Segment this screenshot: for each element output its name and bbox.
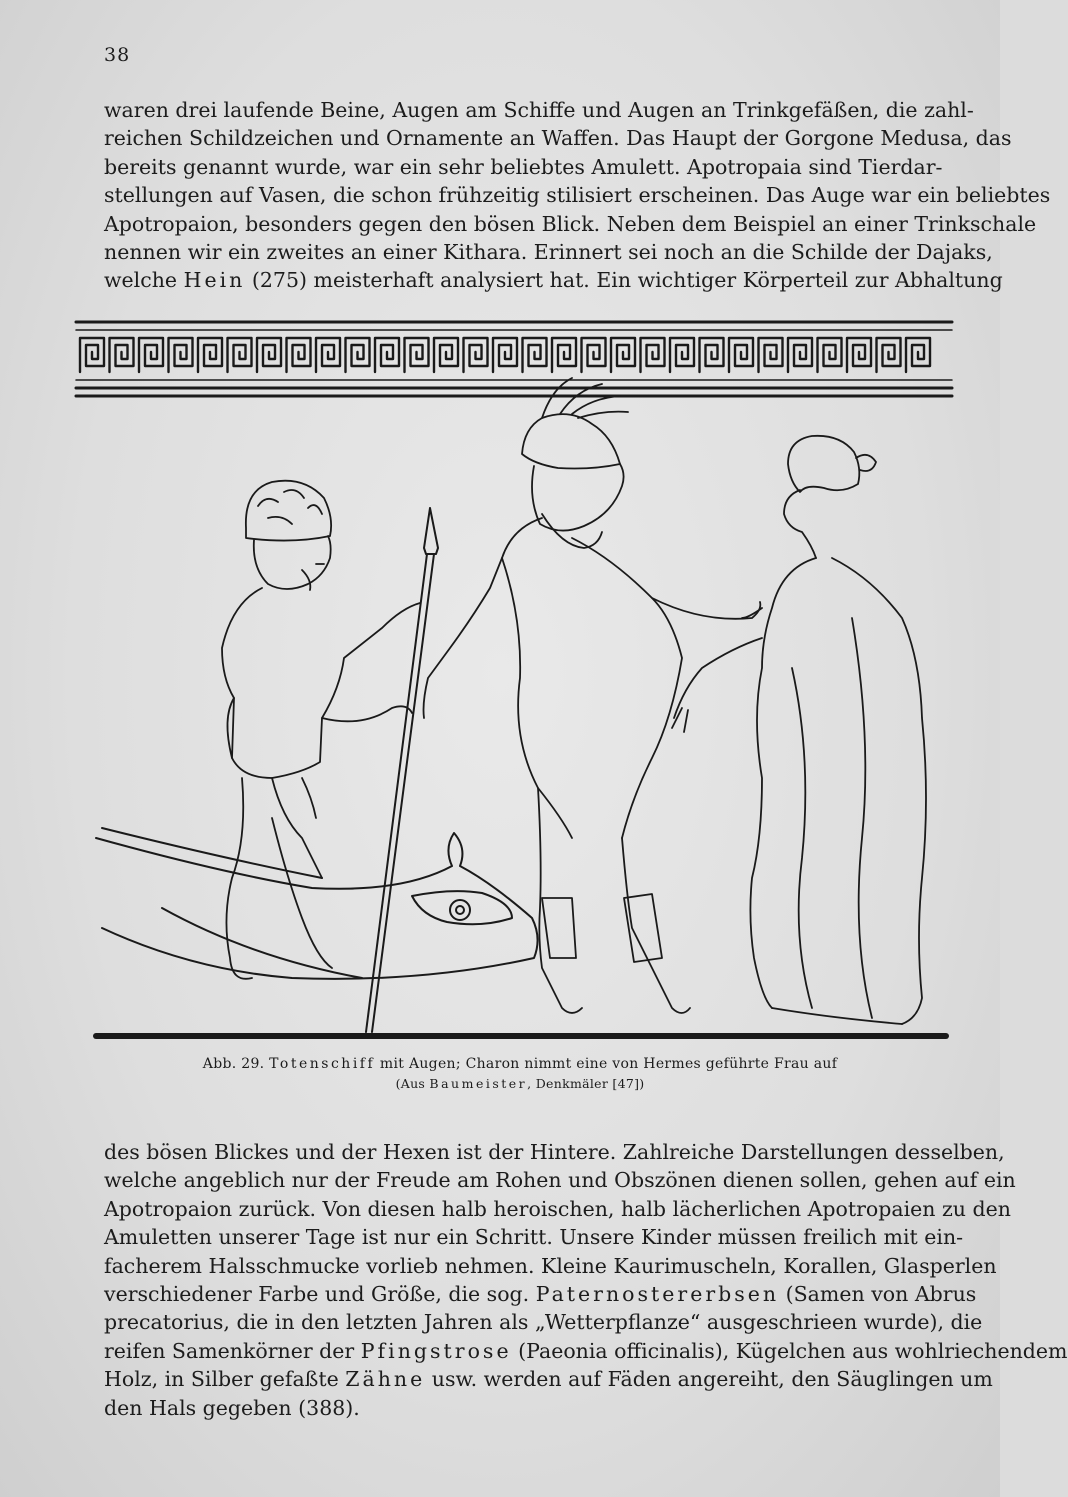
paragraph-line: Apotropaion zurück. Von diesen halb heroischen, halb lächerlichen Apotropaien zu den bbox=[104, 1196, 1011, 1221]
top-paragraph bbox=[104, 96, 1051, 295]
meander-unit bbox=[464, 338, 488, 372]
meander-unit bbox=[228, 338, 252, 372]
meander-unit bbox=[139, 338, 163, 372]
meander-unit bbox=[818, 338, 842, 372]
meander-unit bbox=[552, 338, 576, 372]
meander-unit bbox=[670, 338, 694, 372]
meander-unit bbox=[877, 338, 901, 372]
meander-unit bbox=[729, 338, 753, 372]
hermes-figure bbox=[424, 378, 761, 1013]
paragraph-line: nennen wir ein zweites an einer Kithara. Erinnert sei noch an die Schilde der Dajaks, bbox=[104, 240, 993, 265]
meander-unit bbox=[80, 338, 104, 372]
line-text: welche bbox=[104, 268, 184, 293]
meander-unit bbox=[405, 338, 429, 372]
term-pfingstrose: Pfingstrose bbox=[360, 1338, 512, 1363]
paragraph-line: bereits genannt wurde, war ein sehr beliebtes Amulett. Apotropaia sind Tierdar- bbox=[104, 154, 943, 179]
meander-unit bbox=[906, 338, 930, 372]
line-text: verschiedener Farbe und Größe, die sog. bbox=[104, 1282, 536, 1307]
meander-unit bbox=[847, 338, 871, 372]
line-text: (275) meisterhaft analysiert hat. Ein wichtiger Körperteil zur Abhaltung bbox=[245, 268, 1003, 293]
meander-unit bbox=[493, 338, 517, 372]
meander-unit bbox=[257, 338, 281, 372]
source-open: (Aus bbox=[395, 1076, 430, 1091]
figure-caption bbox=[100, 1054, 940, 1094]
meander-unit bbox=[700, 338, 724, 372]
term-zaehne: Zähne bbox=[345, 1367, 426, 1392]
charon-pole bbox=[366, 508, 438, 1032]
source-author: Baumeister bbox=[429, 1076, 528, 1091]
line-text: (Samen von Abrus bbox=[779, 1282, 977, 1307]
meander-unit bbox=[198, 338, 222, 372]
boat-hull bbox=[96, 828, 538, 979]
paragraph-line: reichen Schildzeichen und Ornamente an Waffen. Das Haupt der Gorgone Medusa, das bbox=[104, 126, 1012, 151]
source-rest: , Denkmäler [47]) bbox=[527, 1076, 645, 1091]
meander-unit bbox=[375, 338, 399, 372]
meander-unit bbox=[110, 338, 134, 372]
line-text: reifen Samenkörner der bbox=[104, 1338, 361, 1363]
paragraph-line: waren drei laufende Beine, Augen am Schiffe und Augen an Trinkgefäßen, die zahl- bbox=[104, 98, 974, 122]
paragraph-line: stellungen auf Vasen, die schon frühzeitig stilisiert erscheinen. Das Auge war ein beliebtes bbox=[104, 183, 1051, 208]
meander-unit bbox=[316, 338, 340, 372]
caption-text: mit Augen; Charon nimmt eine von Hermes geführte Frau auf bbox=[375, 1056, 838, 1072]
meander-unit bbox=[641, 338, 665, 372]
meander-unit bbox=[759, 338, 783, 372]
caption-source bbox=[100, 1074, 940, 1094]
paragraph-line: Apotropaion, besonders gegen den bösen Blick. Neben dem Beispiel an einer Trinkschale bbox=[104, 211, 1037, 236]
paragraph-line bbox=[104, 1337, 1068, 1365]
meander-unit bbox=[169, 338, 193, 372]
author-name-hein: Hein bbox=[183, 268, 246, 293]
paragraph-line: des bösen Blickes und der Hexen ist der Hintere. Zahlreiche Darstellungen desselben, bbox=[104, 1140, 1005, 1164]
meander-border bbox=[76, 322, 952, 396]
paragraph-line bbox=[104, 1280, 977, 1308]
paragraph-line: Amuletten unserer Tage ist nur ein Schritt. Unsere Kinder müssen freilich mit ein- bbox=[104, 1225, 964, 1250]
page-number: 38 bbox=[104, 44, 131, 66]
paragraph-line: den Hals gegeben (388). bbox=[104, 1395, 360, 1420]
figure-vase-painting bbox=[72, 318, 956, 1048]
meander-unit bbox=[582, 338, 606, 372]
meander-unit bbox=[287, 338, 311, 372]
caption-label: Abb. 29. bbox=[202, 1056, 265, 1072]
meander-unit bbox=[434, 338, 458, 372]
woman-figure bbox=[672, 436, 926, 1024]
paragraph-line: facherem Halsschmucke vorlieb nehmen. Kleine Kaurimuscheln, Korallen, Glasperlen bbox=[104, 1253, 997, 1278]
paragraph-line: precatorius, die in den letzten Jahren als „Wetterpflanze“ ausgeschrieen wurde), die bbox=[104, 1310, 983, 1335]
meander-unit bbox=[346, 338, 370, 372]
paragraph-line: welche angeblich nur der Freude am Rohen und Obszönen dienen sollen, gehen auf ein bbox=[104, 1168, 1016, 1193]
term-paternostererbsen: Paternostererbsen bbox=[535, 1282, 780, 1307]
bottom-paragraph bbox=[104, 1138, 1068, 1422]
line-text: (Paeonia officinalis), Kügelchen aus wohlriechendem bbox=[511, 1338, 1068, 1363]
meander-unit bbox=[523, 338, 547, 372]
line-text: usw. werden auf Fäden angereiht, den Säuglingen um bbox=[425, 1367, 993, 1392]
paragraph-line bbox=[104, 266, 1003, 294]
vase-illustration bbox=[72, 318, 956, 1048]
paragraph-line bbox=[104, 1365, 993, 1393]
line-text: Holz, in Silber gefaßte bbox=[104, 1367, 346, 1392]
caption-title: Totenschiff bbox=[269, 1056, 376, 1072]
meander-unit bbox=[611, 338, 635, 372]
charon-figure bbox=[222, 481, 420, 979]
meander-unit bbox=[788, 338, 812, 372]
